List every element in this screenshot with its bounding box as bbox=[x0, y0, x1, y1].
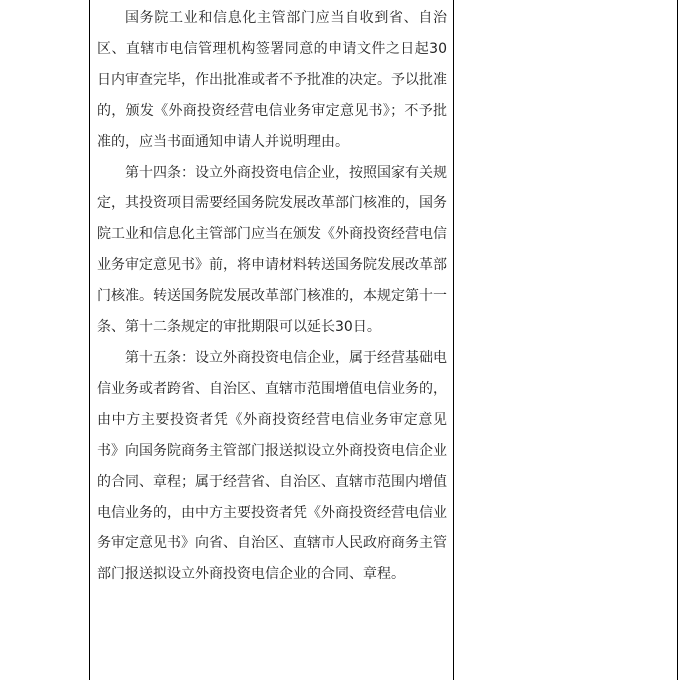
paragraph-article-15: 第十五条：设立外商投资电信企业，属于经营基础电信业务或者跨省、自治区、直辖市范围增值电信业务的，由中方主要投资者凭《外商投资经营电信业务审定意见书》向国务院商务主管部门报送拟设立外商投资电信企业的合同、章程；属于经营省、自治区、直辖市范围内增值电信业务的，由中方主要投资者凭《外商投资经营电信业务审定意见书》向省、自治区、直辖市人民政府商务主管部门报送拟设立外商投资电信企业的合同、章程。 bbox=[97, 349, 447, 583]
paragraph-article-14: 第十四条：设立外商投资电信企业，按照国家有关规定，其投资项目需要经国务院发展改革部门核准的，国务院工业和信息化主管部门应当在颁发《外商投资经营电信业务审定意见书》前，将申请材料转送国务院发展改革部门核准。转送国务院发展改革部门核准的，本规定第十一条、第十二条规定的审批期限可以延长30日。 bbox=[97, 164, 447, 336]
table-cell-content bbox=[97, 3, 447, 590]
paragraph-approval: 国务院工业和信息化主管部门应当自收到省、自治区、直辖市电信管理机构签署同意的申请文件之日起30日内审查完毕，作出批准或者不予批准的决定。予以批准的，颁发《外商投资经营电信业务审定意见书》；不予批准的，应当书面通知申请人并说明理由。 bbox=[97, 10, 447, 150]
table-border-far-right bbox=[677, 0, 678, 680]
table-border-right bbox=[453, 0, 454, 680]
table-border-left bbox=[89, 0, 90, 680]
